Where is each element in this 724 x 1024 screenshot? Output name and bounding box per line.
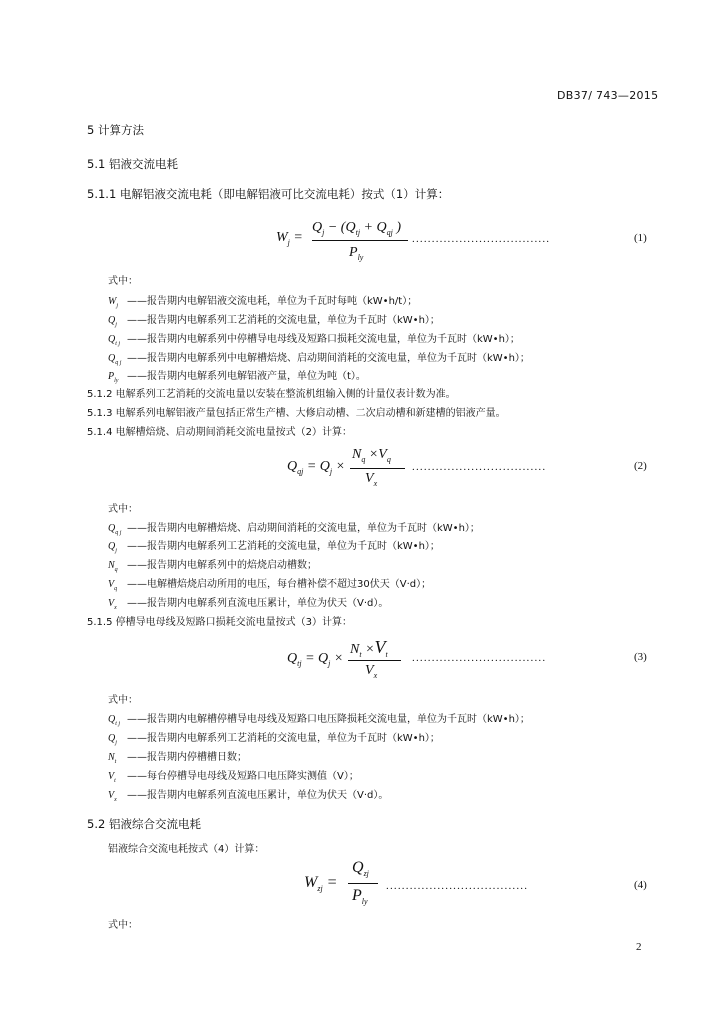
- where-item: $Q_{q j}$ ——报告期内电解系列中电解槽焙烧、启动期间消耗的交流电量，单位为千瓦时（kW•h）；: [108, 353, 530, 366]
- eq1-fraction-line: [312, 240, 408, 241]
- where-item: $W_j$ ——报告期内电解铝液交流电耗，单位为千瓦时每吨（kW•h/t）；: [108, 296, 418, 309]
- where-item: $V_x$ ——报告期内电解系列直流电压累计，单位为伏天（V·d）。: [108, 598, 389, 611]
- clause-5-1-3: 5.1.3 电解系列电解铝液产量包括正常生产槽、大修启动槽、二次启动槽和新建槽的铝液产量。: [87, 408, 506, 419]
- where-item: $N_t$ ——报告期内停槽槽日数；: [108, 752, 247, 765]
- where-item: $V_x$ ——报告期内电解系列直流电压累计，单位为伏天（V·d）。: [108, 790, 389, 803]
- section-5-2-intro: 铝液综合交流电耗按式（4）计算：: [108, 844, 265, 855]
- symbol: $V_t$: [108, 771, 116, 784]
- eq3-lhs: $Q_{tj} = Q_j$ ×: [287, 651, 344, 668]
- eq2-lhs: $Q_{qj} = Q_j$ ×: [287, 459, 346, 476]
- eq2-number: (2): [634, 460, 647, 472]
- clause-5-1-2: 5.1.2 电解系列工艺消耗的交流电量以安装在整流机组输入侧的计量仪表计数为准。: [87, 389, 456, 400]
- symbol: $V_q$: [108, 579, 118, 592]
- eq3-leader-dots: ..................................: [412, 652, 547, 664]
- where-item: $Q_j$ ——报告期内电解系列工艺消耗的交流电量，单位为千瓦时（kW•h）；: [108, 315, 440, 328]
- eq2-denominator: $V_x$: [365, 471, 378, 488]
- where-item: $Q_j$ ——报告期内电解系列工艺消耗的交流电量，单位为千瓦时（kW•h）；: [108, 733, 440, 746]
- eq1-denominator: $P_{ly}$: [349, 245, 364, 262]
- eq4-number: (4): [634, 879, 647, 891]
- symbol: $W_j$: [108, 296, 119, 309]
- where-item: $V_q$ ——电解槽焙烧启动所用的电压，每台槽补偿不超过30伏天（V·d）；: [108, 579, 432, 592]
- where-item: $V_t$ ——每台停槽导电母线及短路口电压降实测值（V）；: [108, 771, 359, 784]
- symbol: $N_t$: [108, 752, 117, 765]
- eq4-lhs: $W_{zj}$ =: [304, 874, 338, 894]
- symbol: $Q_j$: [108, 315, 117, 328]
- where-item: $P_{ly}$ ——报告期内电解系列电解铝液产量，单位为吨（t）。: [108, 371, 366, 384]
- where-item: $N_q$ ——报告期内电解系列中的焙烧启动槽数；: [108, 560, 317, 573]
- eq4-numerator: $Q_{zj}$: [352, 859, 369, 879]
- eq3-numerator: $N_t \times V_t$: [350, 637, 388, 659]
- clause-5-1-5: 5.1.5 停槽导电母线及短路口损耗交流电量按式（3）计算：: [87, 617, 352, 628]
- symbol: $Q_{q j}$: [108, 353, 122, 366]
- where-item: $Q_{q j}$ ——报告期内电解槽焙烧、启动期间消耗的交流电量，单位为千瓦时（kW•h）；: [108, 523, 480, 536]
- symbol: $N_q$: [108, 560, 118, 573]
- section-5-2-title: 5.2 铝液综合交流电耗: [87, 817, 201, 831]
- symbol: $Q_j$: [108, 541, 117, 554]
- where-label-3: 式中：: [108, 695, 138, 706]
- eq4-fraction-line: [348, 883, 378, 884]
- symbol: $Q_j$: [108, 733, 117, 746]
- clause-5-1-4: 5.1.4 电解槽焙烧、启动期间消耗交流电量按式（2）计算：: [87, 427, 352, 438]
- eq2-fraction-line: [350, 468, 405, 469]
- where-label-4: 式中：: [108, 920, 138, 931]
- symbol: $V_x$: [108, 598, 117, 611]
- eq2-leader-dots: ..................................: [412, 461, 547, 473]
- eq3-fraction-line: [348, 660, 401, 661]
- where-label-1: 式中：: [108, 276, 138, 287]
- eq2-numerator: $N_q \times V_q$: [352, 447, 391, 464]
- where-item: $Q_{t j}$ ——报告期内电解槽停槽导电母线及短路口电压降损耗交流电量，单位为千瓦时（kW•h）；: [108, 714, 530, 727]
- document-code: DB37/ 743—2015: [557, 89, 659, 102]
- eq1-number: (1): [634, 232, 647, 244]
- symbol: $P_{ly}$: [108, 371, 119, 384]
- where-item: $Q_j$ ——报告期内电解系列工艺消耗的交流电量，单位为千瓦时（kW•h）；: [108, 541, 440, 554]
- section-5-title: 5 计算方法: [87, 123, 144, 137]
- symbol: $Q_{t j}$: [108, 714, 121, 727]
- where-item: $Q_{t j}$ ——报告期内电解系列中停槽导电母线及短路口损耗交流电量，单位为千瓦时（kW•h）；: [108, 334, 520, 347]
- section-5-1-title: 5.1 铝液交流电耗: [87, 157, 178, 171]
- symbol: $V_x$: [108, 790, 117, 803]
- eq1-numerator: $Q_j - (Q_{tj} + Q_{qj}$ ): [312, 220, 402, 237]
- eq3-number: (3): [634, 651, 647, 663]
- page-number: 2: [636, 941, 642, 953]
- eq3-denominator: $V_x$: [365, 663, 378, 680]
- section-5-1-1-title: 5.1.1 电解铝液交流电耗（即电解铝液可比交流电耗）按式（1）计算：: [87, 187, 450, 201]
- eq1-lhs: $W_j$ =: [276, 230, 303, 247]
- symbol: $Q_{t j}$: [108, 334, 121, 347]
- where-label-2: 式中：: [108, 504, 138, 515]
- symbol: $Q_{q j}$: [108, 523, 122, 536]
- eq1-leader-dots: ...................................: [412, 233, 551, 245]
- eq4-denominator: $P_{ly}$: [352, 887, 368, 907]
- eq4-leader-dots: ....................................: [386, 880, 529, 892]
